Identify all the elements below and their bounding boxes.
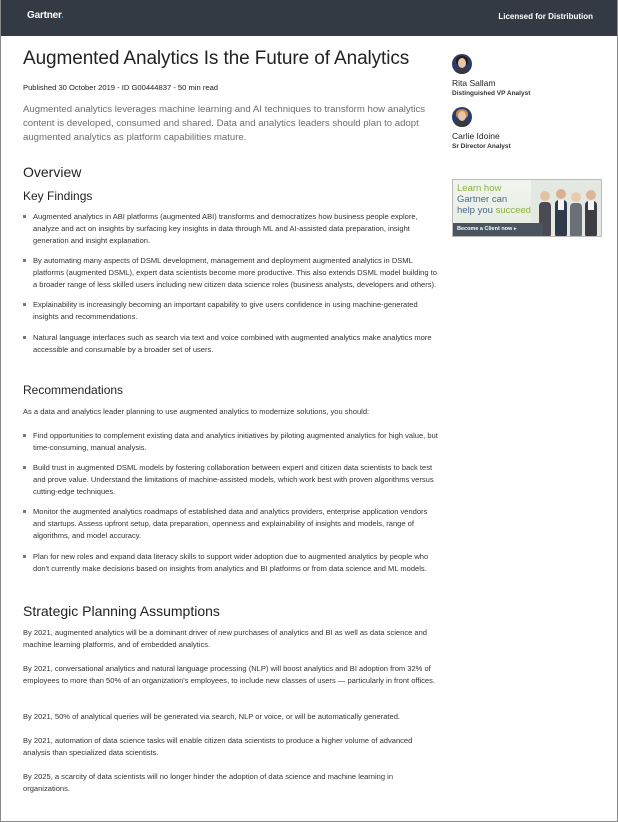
ad-line-3-text: help you bbox=[457, 205, 496, 216]
gartner-logo[interactable] bbox=[27, 10, 64, 21]
list-item-text: Build trust in augmented DSML models by fostering collaboration between expert and citizen data scientists to back test and prove value. Understand the limitations of machine-assisted models, which work best with proven algorithms versus cutting-edge techniques. bbox=[33, 463, 434, 497]
logo-text: Gartner bbox=[27, 10, 62, 21]
recommendations-list bbox=[23, 430, 441, 583]
author-carlie-idoine[interactable] bbox=[452, 107, 511, 150]
key-findings-list bbox=[23, 211, 441, 364]
top-bar bbox=[1, 0, 618, 36]
bullet-icon bbox=[23, 215, 26, 218]
list-item-text: Plan for new roles and expand data literacy skills to support wider adoption due to augmented analytics by people who don't currently make decisions based on insights from analytics and BI platforms or from data science and ML models. bbox=[33, 551, 429, 573]
list-item-text: Natural language interfaces such as search via text and voice combined with augmented analytics make analytics more accessible and consumable by a broader set of users. bbox=[33, 332, 432, 354]
bullet-icon bbox=[23, 303, 26, 306]
list-item-text: Monitor the augmented analytics roadmaps of established data and analytics providers, enterprise application vendors and startups. Assess upfront setup, data preparation, openness and explainability of insights and models, range of algorithms, and model accuracy. bbox=[33, 507, 428, 541]
spa-paragraph: By 2025, a scarcity of data scientists will no longer hinder the adoption of data science and machine learning in organizations. bbox=[23, 772, 394, 794]
publication-line: Published 30 October 2019 - ID G00444837 - 50 min read bbox=[23, 83, 219, 92]
overview-heading: Overview bbox=[23, 164, 82, 180]
list-item bbox=[23, 430, 441, 454]
author-name[interactable]: Rita Sallam bbox=[452, 78, 496, 88]
spa-paragraph: By 2021, augmented analytics will be a dominant driver of new purchases of analytics and BI as well as data science and machine learning platforms, and of embedded analytics. bbox=[23, 628, 427, 650]
avatar bbox=[452, 54, 472, 74]
list-item bbox=[23, 551, 441, 575]
list-item-text: By automating many aspects of DSML development, management and deployment augmented analytics in DSML platforms (augmented DSML), expert data scientists become more productive. This also extends DSML model building to a broader range of less skilled users including new citizen data science roles (business analysts, developers and others). bbox=[33, 256, 437, 290]
bullet-icon bbox=[23, 434, 26, 437]
author-role: Distinguished VP Analyst bbox=[452, 90, 531, 97]
bullet-icon bbox=[23, 466, 26, 469]
recommendations-heading: Recommendations bbox=[23, 383, 124, 397]
bullet-icon bbox=[23, 336, 26, 339]
ad-line-2: Gartner can bbox=[457, 194, 508, 205]
ad-line-3-accent: succeed bbox=[495, 205, 531, 216]
avatar bbox=[452, 107, 472, 127]
ad-line-1: Learn how bbox=[457, 183, 502, 194]
list-item-text: Augmented analytics in ABI platforms (augmented ABI) transforms and democratizes how business people explore, analyze and act on insights by surfacing key insights in data through ML and AI-assisted data preparation, insight generation and insight explanation. bbox=[33, 212, 418, 246]
ad-line-3 bbox=[457, 205, 531, 216]
spa-paragraph: By 2021, 50% of analytical queries will be generated via search, NLP or voice, or will be automatically generated. bbox=[23, 712, 400, 721]
author-role: Sr Director Analyst bbox=[452, 143, 511, 150]
spa-heading: Strategic Planning Assumptions bbox=[23, 603, 220, 619]
key-findings-heading: Key Findings bbox=[23, 189, 93, 203]
page-title: Augmented Analytics Is the Future of Analytics bbox=[23, 48, 410, 69]
list-item-text: Explainability is increasingly becoming an important capability to give users confidence in using machine-generated insights and recommendations. bbox=[33, 300, 418, 322]
spa-paragraph: By 2021, conversational analytics and natural language processing (NLP) will boost analytics and BI adoption from 32% of employees to more than 50% of an organization's employees, to include new classes of users — particularly in front offices. bbox=[23, 664, 435, 686]
summary: Augmented analytics leverages machine learning and AI techniques to transform how analytics content is developed, consumed and shared. Data and analytics leaders should plan to adopt augmented analytics as platform capabilities mature. bbox=[23, 104, 426, 144]
bullet-icon bbox=[23, 510, 26, 513]
author-rita-sallam[interactable] bbox=[452, 54, 530, 97]
list-item bbox=[23, 211, 441, 247]
list-item bbox=[23, 462, 441, 498]
logo-dot: . bbox=[61, 10, 64, 21]
spa-paragraph: By 2021, automation of data science tasks will enable citizen data scientists to produce a higher volume of advanced analysis than specialized data scientists. bbox=[23, 736, 413, 758]
list-item-text: Find opportunities to complement existing data and analytics initiatives by piloting augmented analytics for high value, but time-consuming, manual analysis. bbox=[33, 431, 438, 453]
list-item bbox=[23, 299, 441, 323]
become-client-ad[interactable] bbox=[452, 179, 602, 237]
list-item bbox=[23, 506, 441, 542]
recommendations-intro: As a data and analytics leader planning to use augmented analytics to modernize solutions, you should: bbox=[23, 407, 370, 416]
bullet-icon bbox=[23, 259, 26, 262]
licensed-label: Licensed for Distribution bbox=[498, 12, 593, 21]
list-item bbox=[23, 255, 441, 291]
list-item bbox=[23, 332, 441, 356]
author-name[interactable]: Carlie Idoine bbox=[452, 131, 500, 141]
become-client-button[interactable]: Become a Client now ▸ bbox=[453, 223, 543, 236]
bullet-icon bbox=[23, 555, 26, 558]
